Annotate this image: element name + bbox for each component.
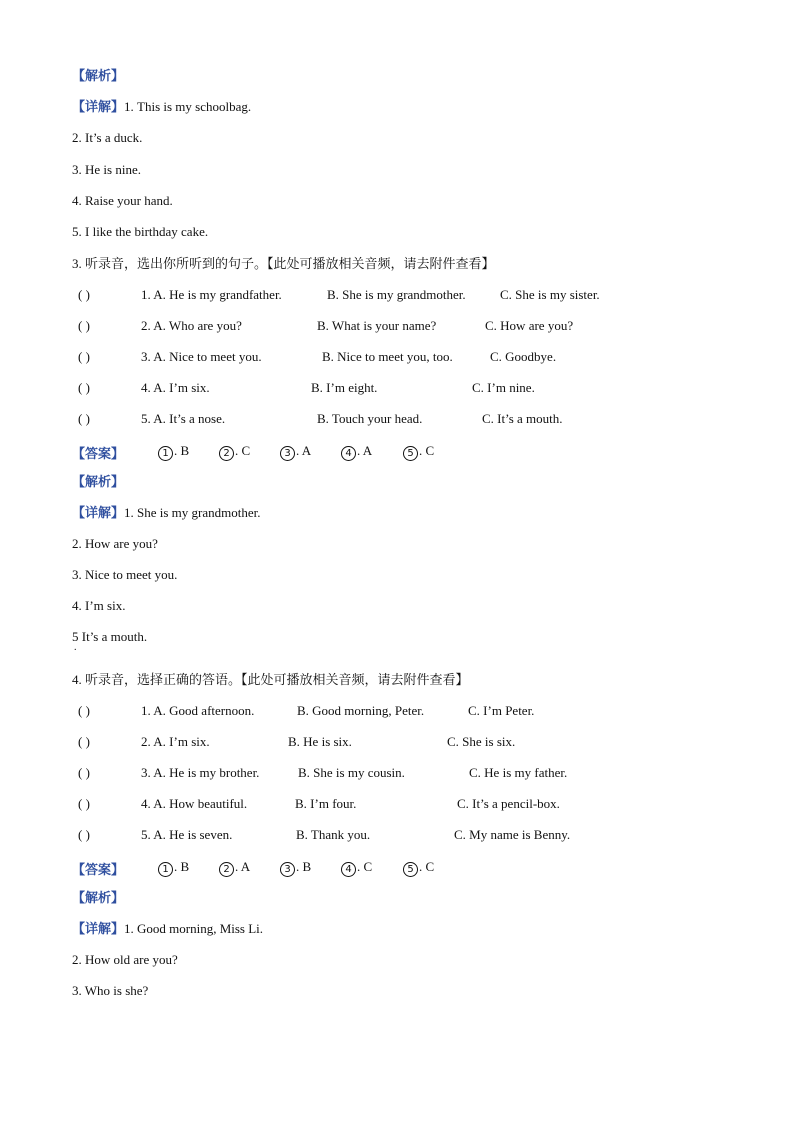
option-a: 5. A. It’s a nose. — [141, 411, 226, 426]
option-b: B. She is my grandmother. — [327, 287, 466, 302]
option-c: C. It’s a mouth. — [482, 411, 563, 426]
answer-blank: ( ) — [78, 349, 90, 364]
detail-line: 2. It’s a duck. — [72, 130, 143, 145]
option-a: 4. A. I’m six. — [141, 380, 210, 395]
option-b: B. Nice to meet you, too. — [322, 349, 453, 364]
circled-number: 4 — [341, 862, 356, 877]
answer-blank: ( ) — [78, 287, 90, 302]
circled-number: 4 — [341, 446, 356, 461]
option-a: 2. A. Who are you? — [141, 318, 242, 333]
detail-line: 2. How are you? — [72, 536, 158, 551]
circled-number: 3 — [280, 862, 295, 877]
analysis-tag: 【解析】 — [72, 68, 125, 83]
option-a: 1. A. He is my grandfather. — [141, 287, 282, 302]
detail-tag: 【详解】 — [72, 99, 125, 114]
option-b: B. What is your name? — [317, 318, 437, 333]
detail-line: 5 It’s a mouth. — [72, 629, 148, 644]
answer-item: 2 . C — [219, 443, 250, 461]
answer-item: 3 . B — [280, 859, 311, 877]
detail-tag: 【详解】 — [72, 505, 125, 520]
answer-item: 1 . B — [158, 443, 189, 461]
option-b: B. She is my cousin. — [298, 765, 405, 780]
answer-item: 5 . C — [403, 443, 434, 461]
detail-tag: 【详解】 — [72, 921, 125, 936]
detail-line: 3. Nice to meet you. — [72, 567, 178, 582]
circled-number: 5 — [403, 862, 418, 877]
answer-tag: 【答案】 — [72, 862, 125, 877]
option-b: B. Good morning, Peter. — [297, 703, 425, 718]
detail-line: 【详解】1. She is my grandmother. — [72, 505, 261, 520]
circled-number: 1 — [158, 862, 173, 877]
option-c: C. It’s a pencil-box. — [457, 796, 560, 811]
answer-blank: ( ) — [78, 318, 90, 333]
option-c: C. How are you? — [485, 318, 574, 333]
detail-line: 3. He is nine. — [72, 162, 141, 177]
answer-item: 4 . C — [341, 859, 372, 877]
answer-item: 5 . C — [403, 859, 434, 877]
option-c: C. Goodbye. — [490, 349, 557, 364]
option-c: C. I’m Peter. — [468, 703, 535, 718]
detail-line: 4. I’m six. — [72, 598, 126, 613]
detail-line: 【详解】1. This is my schoolbag. — [72, 99, 252, 114]
option-b: B. He is six. — [288, 734, 352, 749]
detail-line: 5. I like the birthday cake. — [72, 224, 209, 239]
answer-blank: ( ) — [78, 411, 90, 426]
analysis-tag: 【解析】 — [72, 890, 125, 905]
answer-item: 4 . A — [341, 443, 372, 461]
option-a: 5. A. He is seven. — [141, 827, 233, 842]
detail-line: 【详解】1. Good morning, Miss Li. — [72, 921, 264, 936]
question-title: 4. 听录音，选择正确的答语。【此处可播放相关音频，请去附件查看】 — [72, 672, 469, 687]
circled-number: 2 — [219, 862, 234, 877]
stray-dot: . — [74, 642, 77, 653]
option-b: B. Touch your head. — [317, 411, 423, 426]
answer-item: 1 . B — [158, 859, 189, 877]
question-title: 3. 听录音，选出你所听到的句子。【此处可播放相关音频，请去附件查看】 — [72, 256, 495, 271]
circled-number: 5 — [403, 446, 418, 461]
option-a: 2. A. I’m six. — [141, 734, 210, 749]
analysis-tag: 【解析】 — [72, 474, 125, 489]
circled-number: 3 — [280, 446, 295, 461]
circled-number: 1 — [158, 446, 173, 461]
option-a: 3. A. Nice to meet you. — [141, 349, 262, 364]
detail-line: 4. Raise your hand. — [72, 193, 173, 208]
answer-blank: ( ) — [78, 380, 90, 395]
answer-item: 3 . A — [280, 443, 311, 461]
option-b: B. Thank you. — [296, 827, 371, 842]
answer-blank: ( ) — [78, 734, 90, 749]
option-a: 3. A. He is my brother. — [141, 765, 260, 780]
answer-blank: ( ) — [78, 703, 90, 718]
circled-number: 2 — [219, 446, 234, 461]
answer-blank: ( ) — [78, 827, 90, 842]
option-b: B. I’m eight. — [311, 380, 378, 395]
option-c: C. I’m nine. — [472, 380, 535, 395]
option-c: C. She is my sister. — [500, 287, 600, 302]
answer-tag: 【答案】 — [72, 446, 125, 461]
option-b: B. I’m four. — [295, 796, 357, 811]
answer-blank: ( ) — [78, 796, 90, 811]
option-c: C. He is my father. — [469, 765, 568, 780]
detail-line: 2. How old are you? — [72, 952, 178, 967]
detail-line: 3. Who is she? — [72, 983, 149, 998]
option-a: 1. A. Good afternoon. — [141, 703, 255, 718]
answer-item: 2 . A — [219, 859, 250, 877]
option-a: 4. A. How beautiful. — [141, 796, 248, 811]
answer-blank: ( ) — [78, 765, 90, 780]
option-c: C. She is six. — [447, 734, 516, 749]
option-c: C. My name is Benny. — [454, 827, 571, 842]
